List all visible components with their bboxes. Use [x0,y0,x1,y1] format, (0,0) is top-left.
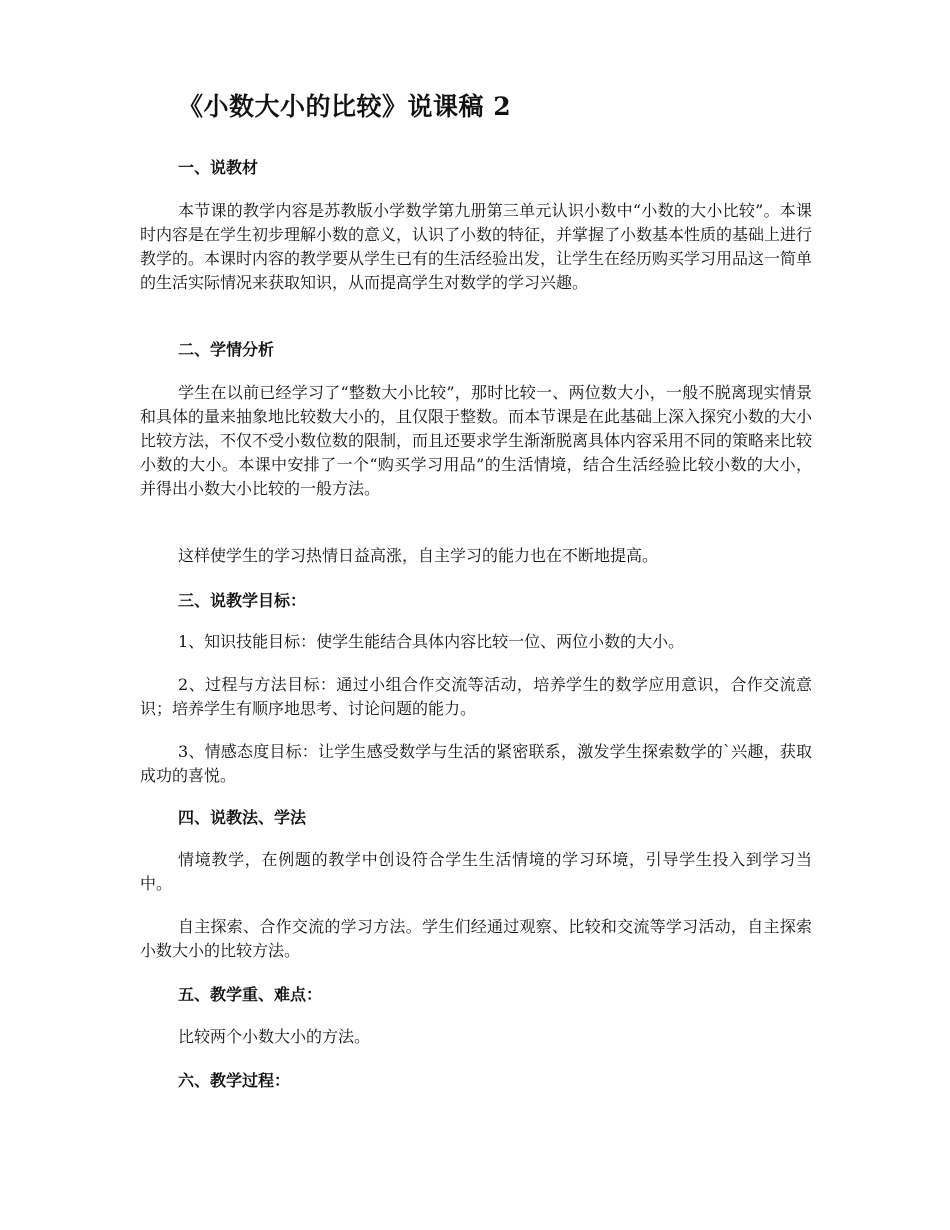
paragraph: 比较两个小数大小的方法。 [178,1027,371,1046]
section-body [140,199,812,295]
section-body [140,673,812,721]
section-heading: 四、说教法、学法 [178,808,307,827]
paragraph: 2、过程与方法目标：通过小组合作交流等活动，培养学生的数学应用意识，合作交流意识；培养学生有顺序地思考、讨论问题的能力。 [140,675,812,718]
paragraph: 自主探索、合作交流的学习方法。学生们经通过观察、比较和交流等学习活动，自主探索小数大小的比较方法。 [140,917,812,960]
paragraph: 3、情感态度目标：让学生感受数学与生活的紧密联系，激发学生探索数学的`兴趣，获取成功的喜悦。 [140,742,812,785]
section-body [140,848,812,896]
section-heading: 三、说教学目标： [178,591,307,610]
section-heading: 六、教学过程： [178,1071,291,1090]
section-heading: 一、说教材 [178,158,259,177]
paragraph: 学生在以前已经学习了“整数大小比较”，那时比较一、两位数大小，一般不脱离现实情景和具体的量来抽象地比较数大小的，且仅限于整数。而本节课是在此基础上深入探究小数的大小比较方法，不仅不受小数位数的限制，而且还要求学生渐渐脱离具体内容采用不同的策略来比较小数的大小。本课中安排了一个“购买学习用品”的生活情境，结合生活经验比较小数的大小，并得出小数大小比较的一般方法。 [140,383,813,498]
section-body [140,740,812,788]
document-title: 《小数大小的比较》说课稿 2 [178,92,512,121]
section-heading: 二、学情分析 [178,340,275,359]
section-body [140,915,812,963]
section-body [140,381,812,501]
paragraph: 情境教学，在例题的教学中创设符合学生生活情境的学习环境，引导学生投入到学习当中。 [140,850,812,893]
paragraph: 本节课的教学内容是苏教版小学数学第九册第三单元认识小数中“小数的大小比较”。本课时内容是在学生初步理解小数的意义，认识了小数的特征，并掌握了小数基本性质的基础上进行教学的。本课时内容的教学要从学生已有的生活经验出发，让学生在经历购买学习用品这一简单的生活实际情况来获取知识，从而提高学生对数学的学习兴趣。 [140,201,813,292]
paragraph: 1、知识技能目标：使学生能结合具体内容比较一位、两位小数的大小。 [178,632,685,651]
paragraph: 这样使学生的学习热情日益高涨，自主学习的能力也在不断地提高。 [178,546,659,565]
section-heading: 五、教学重、难点： [178,985,323,1004]
